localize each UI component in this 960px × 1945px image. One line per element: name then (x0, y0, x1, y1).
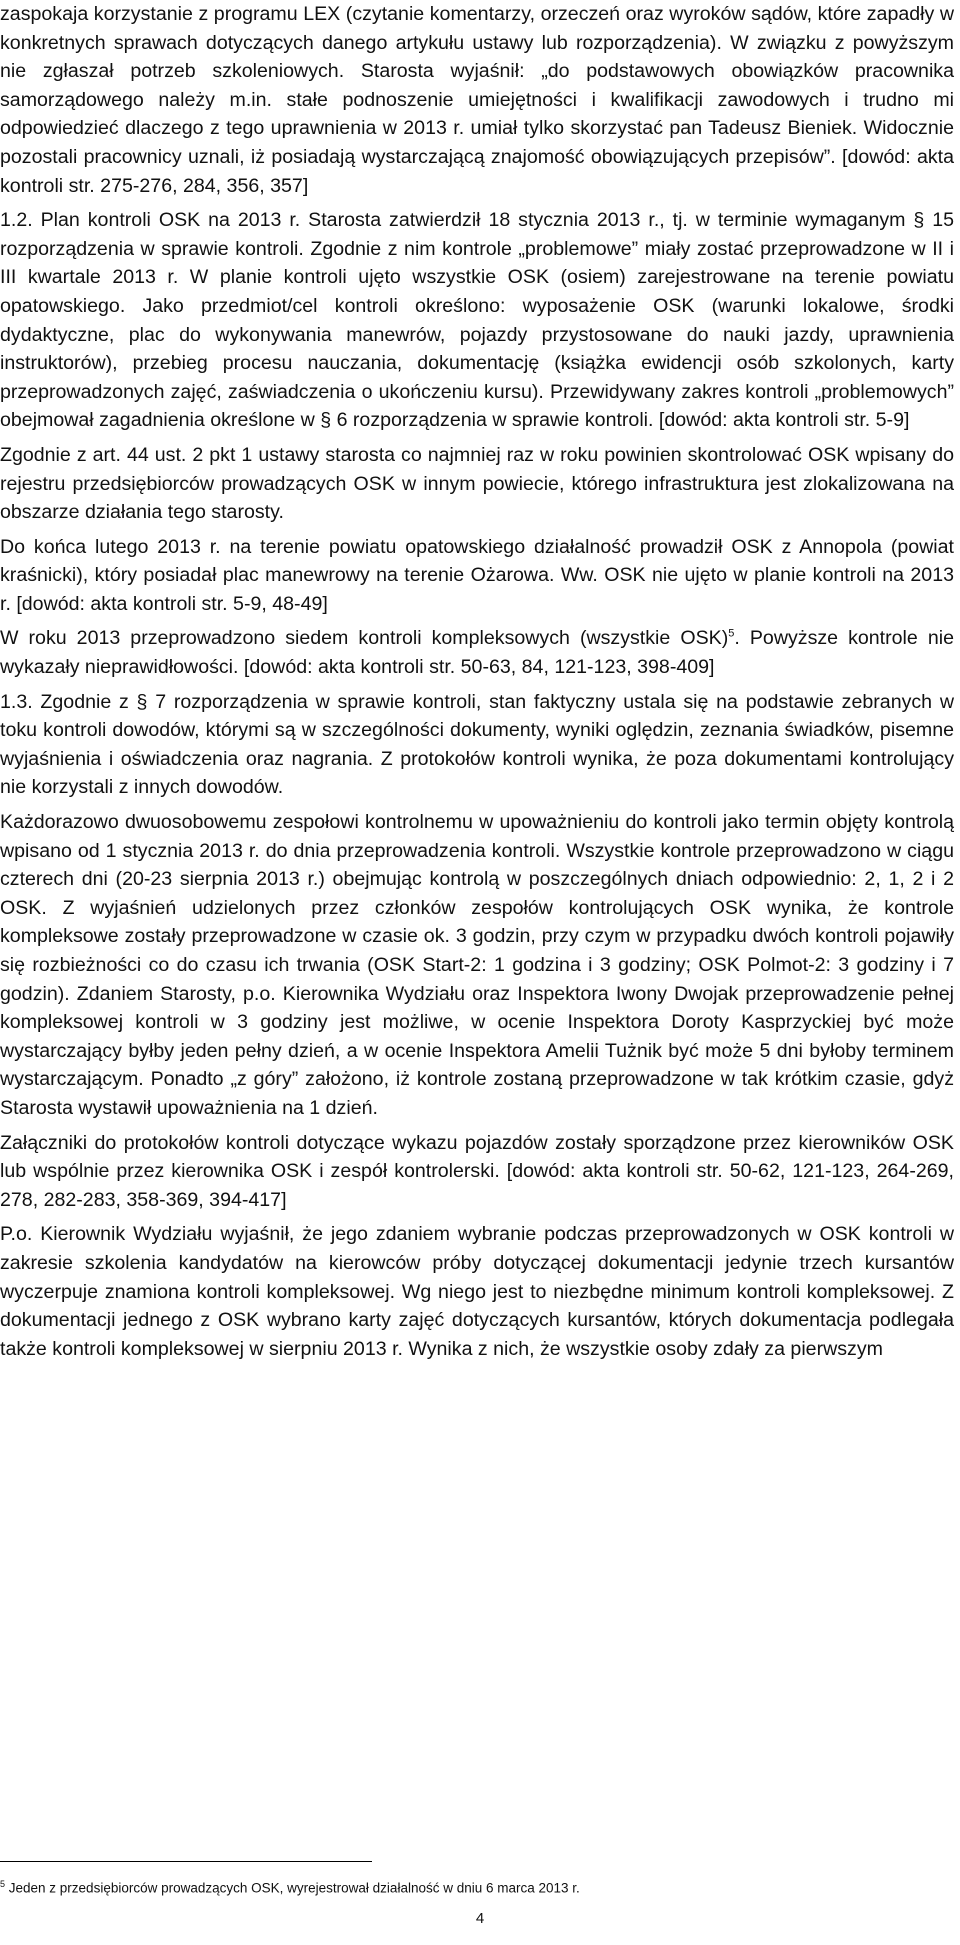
paragraph-training: zaspokaja korzystanie z programu LEX (czytanie komentarzy, orzeczeń oraz wyroków sądów, które zapadły w konkretnych sprawach dotyczących danego artykułu ustawy lub rozporządzenia). W związku z powyższym nie zgłaszał potrzeb szkoleniowych. Starosta wyjaśnił: „do podstawowych obowiązków pracownika samorządowego należy m.in. stałe podnoszenie umiejętności i kwalifikacji zawodowych i trudno mi odpowiedzieć dlaczego z tego uprawnienia w 2013 r. umiał tylko skorzystać pan Tadeusz Bieniek. Widocznie pozostali pracownicy uznali, iż posiadają wystarczającą znajomość obowiązujących przepisów”. [dowód: akta kontroli str. 275-276, 284, 356, 357] (0, 3, 954, 197)
footnote-number: 5 (0, 1879, 6, 1889)
paragraph-complex-controls (0, 624, 954, 681)
paragraph-control-plan: 1.2. Plan kontroli OSK na 2013 r. Starosta zatwierdził 18 stycznia 2013 r., tj. w terminie wymaganym § 15 rozporządzenia w sprawie kontroli. Zgodnie z nim kontrole „problemowe” miały zostać przeprowadzone w II i III kwartale 2013 r. W planie kontroli ujęto wszystkie OSK (osiem) zarejestrowane na terenie powiatu opatowskiego. Jako przedmiot/cel kontroli określono: wyposażenie OSK (warunki lokalowe, środki dydaktyczne, plac do wykonywania manewrów, pojazdy przystosowane do nauki jazdy, uprawnienia instruktorów), przebieg procesu nauczania, dokumentację (książka ewidencji osób szkolonych, karty przeprowadzonych zajęć, zaświadczenia o ukończeniu kursu). Przewidywany zakres kontroli „problemowych” obejmował zagadnienia określone w § 6 rozporządzenia w sprawie kontroli. [dowód: akta kontroli str. 5-9] (0, 209, 954, 432)
paragraph-complex-controls-continuation: . Powyższe kontrole nie wykazały nieprawidłowości. [dowód: akta kontroli str. 50-63, 84, 121-123, 398-409] (0, 627, 954, 679)
paragraph-head-explanation: P.o. Kierownik Wydziału wyjaśnił, że jego zdaniem wybranie podczas przeprowadzonych w OSK kontroli w zakresie szkolenia kandydatów na kierowców próby dotyczącej dokumentacji jedynie trzech kursantów wyczerpuje znamiona kontroli kompleksowej. Wg niego jest to niezbędne minimum kontroli kompleksowej. Z dokumentacji jednego z OSK wybrano karty zajęć dotyczących kursantów, których dokumentacja podlegała także kontroli kompleksowej w sierpniu 2013 r. Wynika z nich, że wszystkie osoby zdały za pierwszym (0, 1223, 954, 1360)
paragraph-evidence: 1.3. Zgodnie z § 7 rozporządzenia w sprawie kontroli, stan faktyczny ustala się na podstawie zebranych w toku kontroli dowodów, którymi są w szczególności dokumenty, wyniki oględzin, zeznania świadków, pisemne wyjaśnienia i oświadczenia oraz nagrania. Z protokołów kontroli wynika, że poza dokumentami kontrolujący nie korzystali z innych dowodów. (0, 690, 954, 799)
paragraph-legal-basis: Zgodnie z art. 44 ust. 2 pkt 1 ustawy starosta co najmniej raz w roku powinien skontrolować OSK wpisany do rejestru przedsiębiorców prowadzących OSK w innym powiecie, którego infrastruktura jest zlokalizowana na obszarze działania tego starosty. (0, 443, 954, 524)
paragraph-complex-controls-text: W roku 2013 przeprowadzono siedem kontroli kompleksowych (wszystkie OSK) (0, 627, 729, 650)
paragraph-control-team: Każdorazowo dwuosobowemu zespołowi kontrolnemu w upoważnieniu do kontroli jako termin objęty kontrolą wpisano od 1 stycznia 2013 r. do dnia przeprowadzenia kontroli. Wszystkie kontrole przeprowadzono w ciągu czterech dni (20-23 sierpnia 2013 r.) obejmując kontrolą w poszczególnych dniach odpowiednio: 2, 1, 2 i 2 OSK. Z wyjaśnień udzielonych przez członków zespołów kontrolujących OSK wynika, że kontrole kompleksowe zostały przeprowadzone w czasie ok. 3 godzin, przy czym w przypadku dwóch kontroli pojawiły się rozbieżności co do czasu ich trwania (OSK Start-2: 1 godzina i 3 godziny; OSK Polmot-2: 3 godziny i 7 godzin). Zdaniem Starosty, p.o. Kierownika Wydziału oraz Inspektora Iwony Dwojak przeprowadzenie pełnej kompleksowej kontroli w 3 godziny jest możliwe, w ocenie Inspektora Doroty Kasprzyckiej być może wystarczający byłby jeden pełny dzień, a w ocenie Inspektora Amelii Tużnik być może 5 dni byłoby terminem wystarczającym. Ponadto „z góry” założono, iż kontrole zostaną przeprowadzone w tak krótkim czasie, gdyż Starosta wystawił upoważnienia na 1 dzień. (0, 811, 954, 1119)
footnote-text: Jeden z przedsiębiorców prowadzących OSK, wyrejestrował działalność w dniu 6 marca 2013 r. (5, 1880, 580, 1896)
footnote-reference: 5 (728, 627, 735, 640)
footnote-separator (0, 1861, 372, 1862)
page-number: 4 (475, 1910, 485, 1927)
footnote (0, 1875, 940, 1898)
paragraph-annopol-osk: Do końca lutego 2013 r. na terenie powiatu opatowskiego działalność prowadził OSK z Annopola (powiat kraśnicki), który posiadał plac manewrowy na terenie Ożarowa. Ww. OSK nie ujęto w planie kontroli na 2013 r. [dowód: akta kontroli str. 5-9, 48-49] (0, 535, 954, 615)
paragraph-attachments: Załączniki do protokołów kontroli dotyczące wykazu pojazdów zostały sporządzone przez kierowników OSK lub wspólnie przez kierownika OSK i zespół kontrolerski. [dowód: akta kontroli str. 50-62, 121-123, 264-269, 278, 282-283, 358-369, 394-417] (0, 1131, 954, 1211)
